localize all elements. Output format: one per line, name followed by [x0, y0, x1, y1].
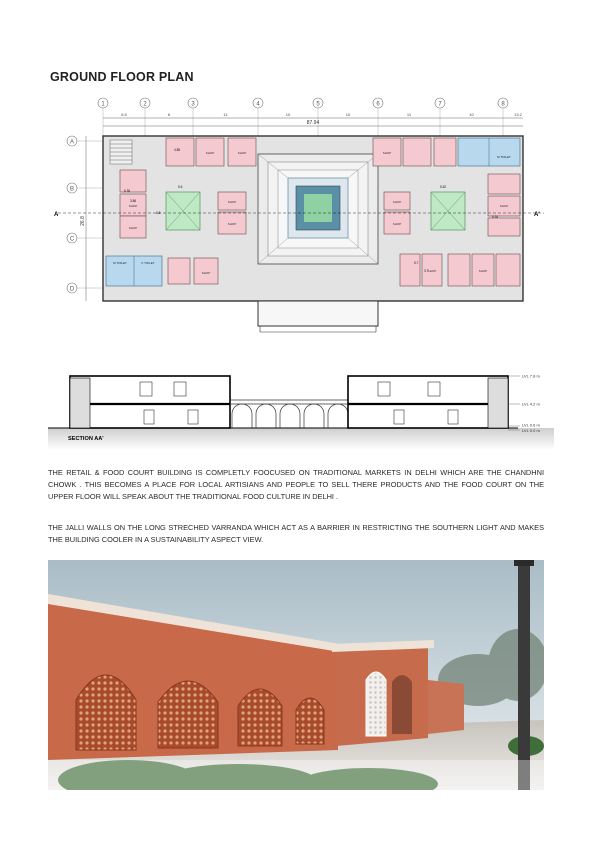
staircase-left: [110, 140, 132, 164]
shop-label: SHOP: [205, 151, 215, 155]
grid-column-2: [140, 98, 150, 136]
toilet-label-right: M TOILET: [497, 155, 511, 159]
shop-label: SHOP: [227, 200, 237, 204]
room-dim: 6.34: [492, 215, 499, 219]
grid-column-markers: [98, 98, 523, 136]
grid-column-label: 2: [143, 101, 147, 108]
shop-label: SHOP: [128, 226, 138, 230]
span-dimension: 10: [345, 112, 351, 117]
grid-row-A: [67, 136, 103, 146]
grid-column-1: [98, 98, 108, 136]
span-dimension: 11: [223, 112, 228, 117]
ground-floor-plan: [48, 96, 554, 336]
section-mark-left: A: [54, 212, 59, 218]
lamp-post: [518, 560, 530, 790]
shop-label: SHOP: [128, 204, 138, 208]
shop-label: SHOP: [227, 222, 237, 226]
description-paragraph-2: THE JALLI WALLS ON THE LONG STRECHED VARRANDA WHICH ACT AS A BARRIER IN RESTRICTING THE SOUTHERN LIGHT AND MAKES THE BUILDING COOLER IN A SUSTAINABILITY ASPECT VIEW.: [48, 523, 544, 544]
level-label: LVL 4.2 m: [522, 401, 540, 407]
shop-label: SHOP: [392, 200, 402, 204]
room-dim: 4.85: [174, 148, 181, 152]
grid-column-4: [253, 98, 263, 136]
room-dim: 5.7: [414, 261, 419, 265]
level-label: LVL 0.0 m: [522, 428, 540, 433]
span-dimension: 13.2: [514, 112, 522, 117]
ground-hatch: [48, 428, 554, 450]
central-garden: [304, 194, 332, 222]
room-dim: 5.62: [440, 185, 447, 189]
toilet-label-female: F TOILET: [141, 261, 155, 265]
grid-column-label: 5: [316, 101, 320, 108]
section-label: SECTION AA': [68, 436, 104, 442]
grid-row-label: A: [69, 139, 75, 146]
white-jali-screen: [366, 672, 386, 736]
span-dimension: 6: [167, 112, 171, 117]
entrance-veranda: [258, 301, 378, 326]
grid-column-label: 3: [191, 101, 195, 108]
grid-column-6: [373, 98, 383, 136]
span-dimension: 6.5: [121, 112, 127, 117]
grid-column-label: 1: [101, 101, 105, 108]
room-dim: 3.7: [424, 269, 429, 273]
toilet-label-male: M TOILET: [113, 261, 127, 265]
grid-row-label: D: [69, 286, 75, 293]
span-dimension: 10: [285, 112, 291, 117]
room-dim: 6.36: [124, 189, 131, 193]
level-label: LVL 7.8 m: [522, 373, 540, 379]
grid-column-7: [435, 98, 445, 136]
shop-label: SHOP: [201, 271, 211, 275]
page-title: GROUND FLOOR PLAN: [50, 70, 194, 84]
overall-height-dim: 26.8: [80, 216, 86, 226]
shop-label: SHOP: [478, 269, 488, 273]
grid-row-B: [67, 183, 103, 193]
level-label: LVL 0.6 m: [522, 422, 540, 428]
shop-label: SHOP: [392, 222, 402, 226]
shop-label: SHOP: [427, 269, 437, 273]
grid-row-C: [67, 233, 103, 243]
grid-row-label: C: [69, 236, 75, 243]
grid-row-D: [67, 283, 103, 293]
span-dimension: 10: [469, 112, 474, 117]
grid-column-label: 8: [501, 101, 505, 108]
shop-label: SHOP: [499, 204, 509, 208]
room-dim: 6.8: [156, 211, 161, 215]
grid-column-5: [313, 98, 323, 136]
room-dim: 5.6: [178, 185, 183, 189]
grid-row-label: B: [69, 186, 75, 193]
description-paragraph-1: THE RETAIL & FOOD COURT BUILDING IS COMPLETLY FOOCUSED ON TRADITIONAL MARKETS IN DELHI WHICH ARE THE CHANDHNI CHOWK . THIS BECOMES A PLACE FOR LOCAL ARTISIANS AND PEOPLE TO SELL THERE PRODUCTS AND THE FOOD COURT ON THE UPPER FLOOR WILL SPEAK ABOUT THE TRADITIONAL FOOD CULTURE IN DELHI .: [48, 468, 544, 501]
grid-column-label: 6: [376, 101, 380, 108]
overall-width-dim: 87.94: [306, 120, 320, 126]
grid-column-8: [498, 98, 508, 136]
grid-row-markers: [67, 136, 103, 293]
grid-column-label: 7: [438, 101, 442, 108]
shop-label: SHOP: [382, 151, 392, 155]
central-colonnade: [230, 400, 348, 428]
left-block-section: [70, 376, 230, 428]
span-dimension: 11: [406, 112, 412, 117]
veranda-render: [48, 560, 544, 790]
shop-label: SHOP: [237, 151, 247, 155]
room-dim: 3.86: [130, 199, 137, 203]
section-aa-drawing: [48, 360, 554, 450]
grid-column-label: 4: [256, 101, 260, 108]
grid-column-3: [188, 98, 198, 136]
section-mark-right: A': [534, 212, 540, 218]
